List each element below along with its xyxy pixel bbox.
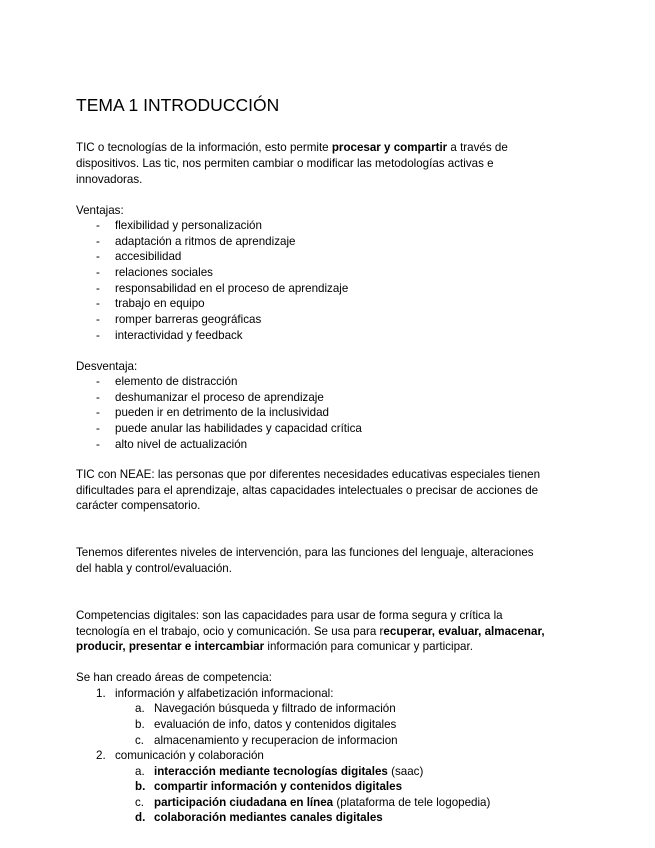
ventajas-heading: Ventajas: bbox=[76, 204, 124, 217]
sub-letter: b. bbox=[135, 780, 146, 793]
sub-letter: a. bbox=[135, 765, 145, 778]
bullet-dash: - bbox=[96, 375, 100, 388]
sub-item: participación ciudadana en línea (plataforma de tele logopedia) bbox=[154, 796, 491, 809]
areas-heading: Se han creado áreas de competencia: bbox=[76, 671, 272, 684]
bullet-dash: - bbox=[96, 266, 100, 279]
neae-line-3: carácter compensatorio. bbox=[76, 499, 201, 512]
bold-phrase: producir, presentar e intercambiar bbox=[76, 640, 265, 653]
desventaja-heading: Desventaja: bbox=[76, 360, 138, 373]
list-item: romper barreras geográficas bbox=[115, 313, 262, 326]
sub-letter: d. bbox=[135, 811, 146, 824]
sub-letter: c. bbox=[135, 796, 145, 809]
area-2-label: comunicación y colaboración bbox=[115, 749, 264, 762]
document-title: TEMA 1 INTRODUCCIÓN bbox=[76, 95, 280, 115]
area-number: 2. bbox=[96, 749, 106, 762]
competencias-line-3: producir, presentar e intercambiar información para comunicar y participar. bbox=[76, 640, 473, 653]
bullet-dash: - bbox=[96, 297, 100, 310]
bold-phrase: ecuperar, evaluar, almacenar, bbox=[383, 625, 545, 638]
list-item: responsabilidad en el proceso de aprendizaje bbox=[115, 282, 349, 295]
sub-item: Navegación búsqueda y filtrado de información bbox=[154, 702, 396, 715]
competencias-line-2: tecnología en el trabajo, ocio y comunicación. Se usa para recuperar, evaluar, almacenar, bbox=[76, 625, 545, 638]
list-item: alto nivel de actualización bbox=[115, 438, 248, 451]
list-item: flexibilidad y personalización bbox=[115, 219, 262, 232]
list-item: pueden ir en detrimento de la inclusividad bbox=[115, 406, 329, 419]
bullet-dash: - bbox=[96, 438, 100, 451]
bullet-dash: - bbox=[96, 219, 100, 232]
list-item: deshumanizar el proceso de aprendizaje bbox=[115, 391, 324, 404]
sub-letter: b. bbox=[135, 718, 145, 731]
bold-phrase: procesar y compartir bbox=[331, 141, 448, 154]
sub-item: colaboración mediantes canales digitales bbox=[154, 811, 383, 824]
bullet-dash: - bbox=[96, 250, 100, 263]
bullet-dash: - bbox=[96, 282, 100, 295]
list-item: puede anular las habilidades y capacidad crítica bbox=[115, 422, 362, 435]
bullet-dash: - bbox=[96, 406, 100, 419]
competencias-line-1: Competencias digitales: son las capacidades para usar de forma segura y crítica la bbox=[76, 609, 503, 622]
neae-line-2: dificultades para el aprendizaje, altas capacidades intelectuales o precisar de acciones de bbox=[76, 484, 539, 497]
sub-item: interacción mediante tecnologías digitales (saac) bbox=[154, 765, 424, 778]
intro-line-3: innovadoras. bbox=[76, 173, 143, 186]
neae-line-1: TIC con NEAE: las personas que por diferentes necesidades educativas especiales tienen bbox=[76, 468, 541, 481]
bullet-dash: - bbox=[96, 329, 100, 342]
sub-item: almacenamiento y recuperacion de informacion bbox=[154, 734, 398, 747]
bullet-dash: - bbox=[96, 235, 100, 248]
intro-line-1: TIC o tecnologías de la información, esto permite procesar y compartir a través de bbox=[76, 141, 508, 154]
sub-letter: c. bbox=[135, 734, 145, 747]
niveles-line-1: Tenemos diferentes niveles de intervención, para las funciones del lenguaje, alteraciones bbox=[76, 546, 534, 559]
list-item: trabajo en equipo bbox=[115, 297, 205, 310]
bullet-dash: - bbox=[96, 391, 100, 404]
area-1-label: información y alfabetización informacional: bbox=[115, 687, 334, 700]
area-number: 1. bbox=[96, 687, 106, 700]
list-item: interactividad y feedback bbox=[115, 329, 243, 342]
bullet-dash: - bbox=[96, 313, 100, 326]
sub-item: compartir información y contenidos digitales bbox=[154, 780, 403, 793]
intro-line-2: dispositivos. Las tic, nos permiten cambiar o modificar las metodologías activas e bbox=[76, 157, 494, 170]
list-item: relaciones sociales bbox=[115, 266, 213, 279]
sub-item: evaluación de info, datos y contenidos digitales bbox=[154, 718, 397, 731]
sub-letter: a. bbox=[135, 702, 145, 715]
list-item: elemento de distracción bbox=[115, 375, 238, 388]
list-item: adaptación a ritmos de aprendizaje bbox=[115, 235, 296, 248]
list-item: accesibilidad bbox=[115, 250, 182, 263]
niveles-line-2: del habla y control/evaluación. bbox=[76, 562, 232, 575]
bullet-dash: - bbox=[96, 422, 100, 435]
